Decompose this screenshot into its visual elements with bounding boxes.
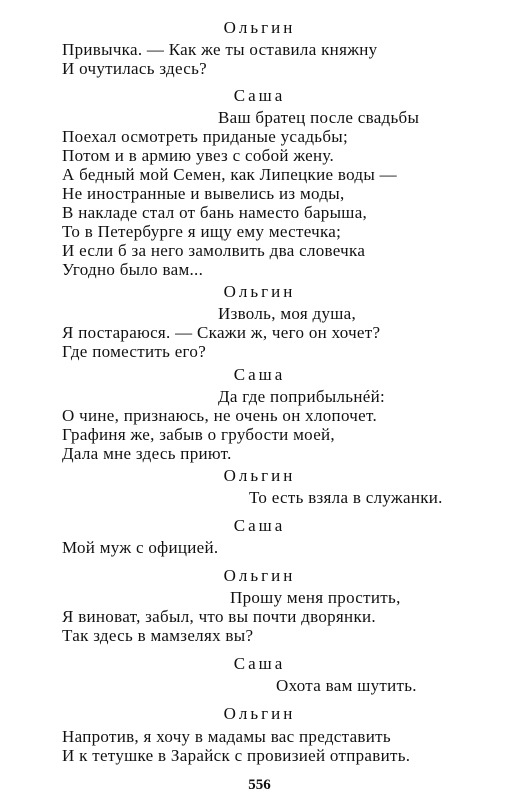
verse-line: То есть взяла в служанки. xyxy=(249,488,443,507)
verse-line: Не иностранные и вывелись из моды, xyxy=(62,184,345,203)
verse-line: Охота вам шутить. xyxy=(276,676,417,695)
verse-line: Графиня же, забыв о грубости моей, xyxy=(62,425,335,444)
verse-line: Так здесь в мамзелях вы? xyxy=(62,626,254,645)
speaker-name: Ольгин xyxy=(223,704,296,723)
verse-line: То в Петербурге я ищу ему местечка; xyxy=(62,222,342,241)
speaker-name: Саша xyxy=(233,86,286,105)
verse-line: А бедный мой Семен, как Липецкие воды — xyxy=(62,165,397,184)
verse-line: Мой муж с официей. xyxy=(62,538,219,557)
verse-line: Привычка. — Как же ты оставила княжну xyxy=(62,40,378,59)
verse-line: Я виноват, забыл, что вы почти дворянки. xyxy=(62,607,376,626)
verse-line: Да где поприбыльнéй: xyxy=(218,387,386,406)
verse-line: И очутилась здесь? xyxy=(62,59,208,78)
verse-line: Дала мне здесь приют. xyxy=(62,444,232,463)
verse-line: Угодно было вам... xyxy=(62,260,204,279)
page-number: 556 xyxy=(248,777,271,793)
speaker-name: Ольгин xyxy=(223,18,296,37)
verse-line: И если б за него замолвить два словечка xyxy=(62,241,366,260)
verse-line: В накладе стал от бань наместо барыша, xyxy=(62,203,368,222)
verse-line: Где поместить его? xyxy=(62,342,207,361)
speaker-name: Саша xyxy=(233,516,286,535)
verse-line: Изволь, моя душа, xyxy=(218,304,357,323)
speaker-name: Саша xyxy=(233,654,286,673)
speaker-name: Ольгин xyxy=(223,466,296,485)
verse-line: О чине, признаюсь, не очень он хлопочет. xyxy=(62,406,378,425)
verse-line: И к тетушке в Зарайск с провизией отправить. xyxy=(62,746,411,765)
verse-line: Прошу меня простить, xyxy=(230,588,401,607)
speaker-name: Ольгин xyxy=(223,282,296,301)
verse-line: Я постараюся. — Скажи ж, чего он хочет? xyxy=(62,323,381,342)
verse-line: Поехал осмотреть приданые усадьбы; xyxy=(62,127,349,146)
verse-line: Ваш братец после свадьбы xyxy=(218,108,420,127)
verse-line: Напротив, я хочу в мадамы вас представить xyxy=(62,727,391,746)
verse-line: Потом и в армию увез с собой жену. xyxy=(62,146,335,165)
speaker-name: Саша xyxy=(233,365,286,384)
speaker-name: Ольгин xyxy=(223,566,296,585)
